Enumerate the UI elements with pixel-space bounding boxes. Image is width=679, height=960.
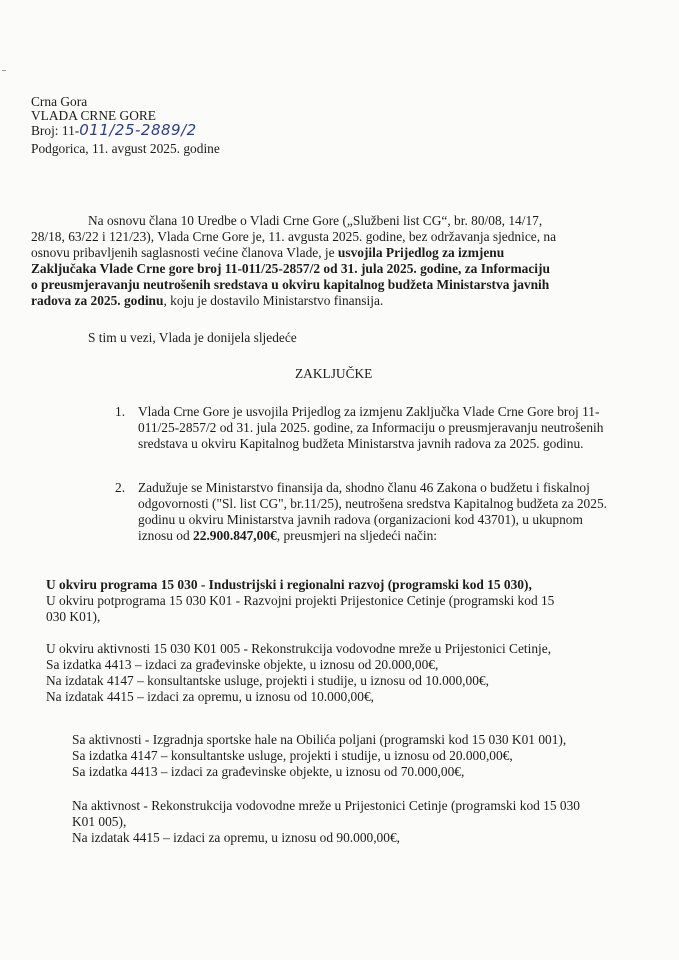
block3-line-3: Na izdatak 4415 – izdaci za opremu, u iznosu od 90.000,00€, [72, 830, 400, 845]
connector-text: S tim u vezi, Vlada je donijela sljedeće [88, 330, 297, 345]
intro-line-3-bold: usvojila Prijedlog za izmjenu [337, 245, 505, 260]
header-country: Crna Gora [31, 94, 88, 109]
subprogram-line-2: 030 K01), [46, 609, 101, 624]
block2-line-2: Sa izdatka 4147 – konsultantske usluge, projekti i studije, u iznosu od 20.000,00€, [72, 748, 513, 763]
header-number-prefix: Broj: 11- [31, 123, 80, 138]
conclusion-2-line-1: Zadužuje se Ministarstvo finansija da, shodno članu 46 Zakona o budžetu i fiskalnoj [138, 480, 590, 495]
header-place-date: Podgorica, 11. avgust 2025. godine [31, 141, 220, 156]
block1-line-1: U okviru aktivnosti 15 030 K01 005 - Rekonstrukcija vodovodne mreže u Prijestonici Cetinje, [46, 641, 552, 656]
block1-line-2: Sa izdatka 4413 – izdaci za građevinske objekte, u iznosu od 20.000,00€, [46, 657, 439, 672]
block2-line-1: Sa aktivnosti - Izgradnja sportske hale na Obilića poljani (programski kod 15 030 K01 001), [72, 732, 567, 747]
conclusion-2-amount-label: iznosu od [138, 528, 194, 543]
intro-line-6-bold: radova za 2025. godinu [31, 293, 164, 308]
block3-line-2: K01 005), [72, 814, 127, 829]
conclusion-1-number: 1. [115, 404, 126, 419]
conclusion-2-amount: 22.900.847,00€ [193, 528, 277, 543]
block2-line-3: Sa izdatka 4413 – izdaci za građevinske objekte, u iznosu od 70.000,00€, [72, 764, 465, 779]
intro-line-2: 28/18, 63/22 i 121/23), Vlada Crne Gore je, 11. avgusta 2025. godine, bez održavanja sjednice, na [31, 229, 557, 244]
block1-line-4: Na izdatak 4415 – izdaci za opremu, u iznosu od 10.000,00€, [46, 689, 374, 704]
intro-line-6 [31, 293, 383, 309]
subprogram-line-1: U okviru potprograma 15 030 K01 - Razvojni projekti Prijestonice Cetinje (programski kod 15 [46, 593, 555, 608]
conclusion-1-line-1: Vlada Crne Gore je usvojila Prijedlog za izmjenu Zaključka Vlade Crne Gore broj 11- [138, 404, 600, 419]
handwritten-number: 011/25-2889/2 [79, 121, 197, 139]
intro-line-5: o preusmjeravanju neutrošenih sredstava u okviru kapitalnog budžeta Ministarstva javnih [31, 277, 550, 292]
conclusions-title: ZAKLJUČKE [295, 366, 373, 381]
intro-line-3 [31, 245, 504, 261]
conclusion-2-line-2: odgovornosti ("Sl. list CG", br.11/25), neutrošena sredstva Kapitalnog budžeta za 2025. [138, 496, 607, 511]
intro-line-1: Na osnovu člana 10 Uredbe o Vladi Crne Gore („Službeni list CG“, br. 80/08, 14/17, [88, 213, 543, 228]
intro-line-4: Zaključaka Vlade Crne gore broj 11-011/25-2857/2 od 31. jula 2025. godine, za Informaciju [31, 261, 550, 276]
intro-line-3-normal: osnovu pribavljenih saglasnosti većine članova Vlade, je [31, 245, 338, 260]
conclusion-2-number: 2. [115, 480, 126, 495]
block1-line-3: Na izdatak 4147 – konsultantske usluge, projekti i studije, u iznosu od 10.000,00€, [46, 673, 489, 688]
conclusion-1-line-3: sredstava u okviru Kapitalnog budžeta Ministarstva javnih radova za 2025. godinu. [138, 436, 584, 451]
header-number [31, 122, 197, 139]
intro-line-6-normal: , koju je dostavilo Ministarstvo finansija. [163, 293, 384, 308]
conclusion-1-line-2: 011/25-2857/2 od 31. jula 2025. godine, za Informaciju o preusmjeravanju neutrošenih [138, 420, 604, 435]
header-institution: VLADA CRNE GORE [31, 108, 156, 123]
conclusion-2-line-3: godinu u okviru Ministarstva javnih radova (organizacioni kod 43701), u ukupnom [138, 512, 583, 527]
scan-mark [2, 70, 6, 71]
block3-line-1: Na aktivnost - Rekonstrukcija vodovodne mreže u Prijestonici Cetinje (programski kod 15 030 [72, 798, 581, 813]
program-title: U okviru programa 15 030 - Industrijski i regionalni razvoj (programski kod 15 030), [46, 577, 532, 592]
conclusion-2-amount-tail: , preusmjeri na sljedeći način: [276, 528, 438, 543]
conclusion-2-line-4 [138, 528, 437, 544]
